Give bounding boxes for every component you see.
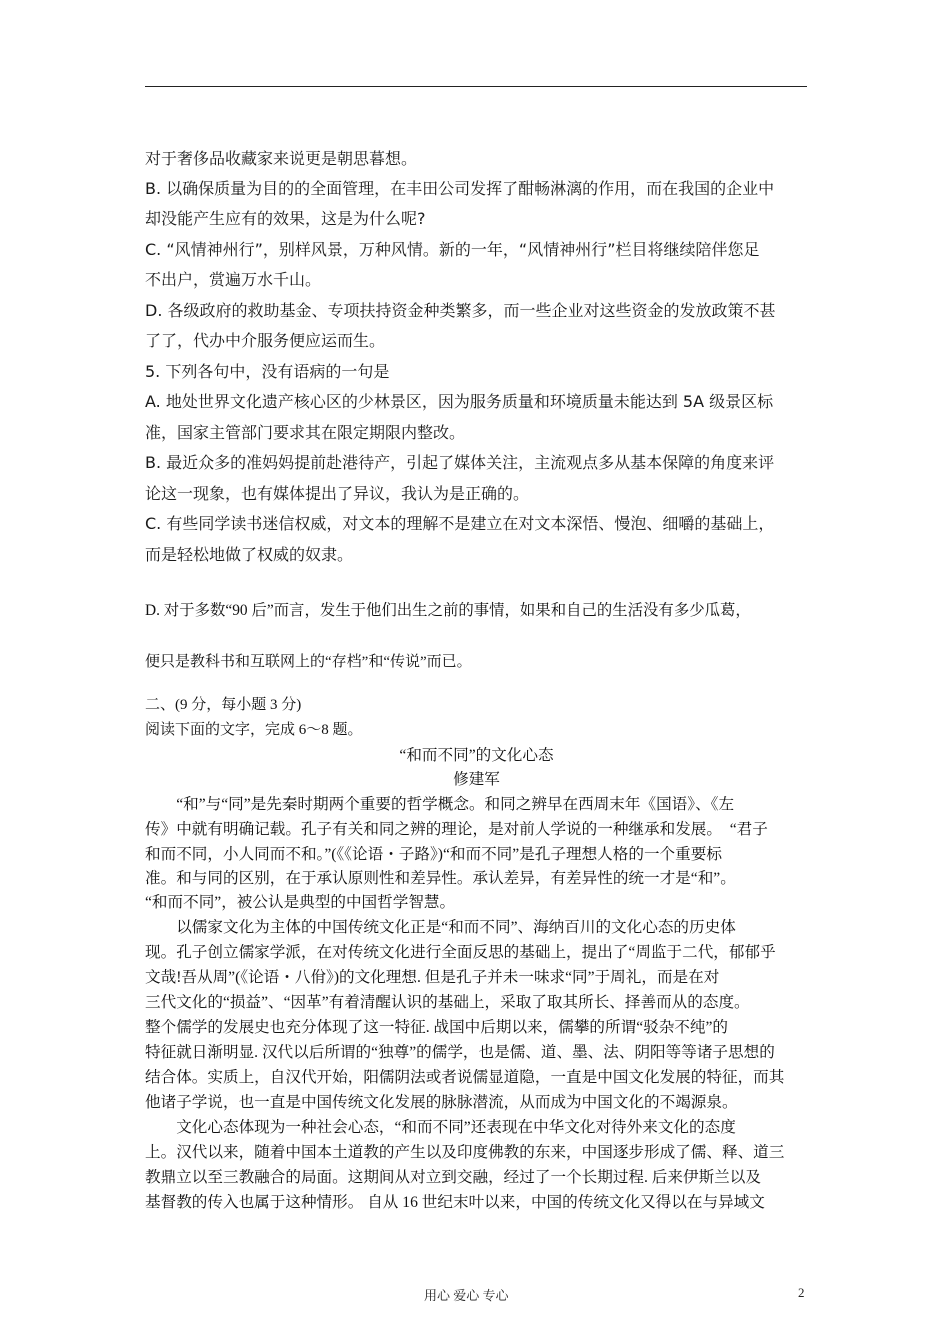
article-line: 准。和与同的区别，在于承认原则性和差异性。承认差异，有差异性的统一才是“和”。 [145, 870, 736, 887]
article-line: “和而不同”，被公认是典型的中国哲学智慧。 [145, 894, 456, 911]
article-line: 文化心态体现为一种社会心态，“和而不同”还表现在中华文化对待外来文化的态度 [145, 1119, 736, 1136]
article-line: 文哉!吾从周”(《论语・八佾》)的文化理想. 但是孔子并未一味求“同”于周礼，而是在对 [145, 969, 720, 986]
scan-line: D. 各级政府的救助基金、专项扶持资金种类繁多，而一些企业对这些资金的发放政策不甚 [145, 301, 776, 320]
scan-line: A. 地处世界文化遗产核心区的少林景区，因为服务质量和环境质量未能达到 5A 级景区标 [145, 392, 774, 411]
page-footer: 用心 爱心 专心 [424, 1288, 509, 1303]
article-title: “和而不同”的文化心态 [399, 747, 554, 764]
scan-line: 而是轻松地做了权威的奴隶。 [145, 545, 354, 564]
scan-line: 对于奢侈品收藏家来说更是朝思暮想。 [145, 149, 418, 168]
article-line: 基督教的传入也属于这种情形。 自从 16 世纪末叶以来，中国的传统文化又得以在与异域文 [145, 1194, 765, 1211]
article-line: 教鼎立以至三教融合的局面。这期间从对立到交融，经过了一个长期过程. 后来伊斯兰以及 [145, 1169, 761, 1186]
page-number: 2 [798, 1285, 805, 1300]
article-line: 现。孔子创立儒家学派，在对传统文化进行全面反思的基础上，提出了“周监于二代，郁郁乎 [145, 944, 776, 961]
article-line: 和而不同，小人同而不和。”(《《论语・子路》)“和而不同”是孔子理想人格的一个重要标 [145, 846, 722, 863]
article-line: 结合体。实质上，自汉代开始，阳儒阴法或者说儒显道隐，一直是中国文化发展的特征，而其 [145, 1069, 785, 1086]
section-heading: 二、(9 分，每小题 3 分) [145, 697, 302, 713]
scan-line: B. 最近众多的准妈妈提前赴港待产，引起了媒体关注，主流观点多从基本保障的角度来评 [145, 453, 775, 472]
article-line: 特征就日渐明显. 汉代以后所谓的“独尊”的儒学，也是儒、道、墨、法、阴阳等等诸子思想的 [145, 1044, 775, 1061]
scan-line: 准，国家主管部门要求其在限定期限内整改。 [145, 423, 466, 442]
article-line: 三代文化的“损益”、“因革”有着清醒认识的基础上，采取了取其所长、择善而从的态度。 [145, 994, 750, 1011]
article-line: “和”与“同”是先秦时期两个重要的哲学概念。和同之辨早在西周末年《国语》、《左 [145, 796, 735, 813]
scan-line: 5. 下列各句中，没有语病的一句是 [145, 362, 390, 381]
article-line: 他诸子学说，也一直是中国传统文化发展的脉脉潜流，从而成为中国文化的不竭源泉。 [145, 1094, 738, 1111]
header-rule [145, 86, 807, 87]
option-d-line: D. 对于多数“90 后”而言，发生于他们出生之前的事情，如果和自己的生活没有多少瓜葛， [145, 602, 751, 619]
article-line: 上。汉代以来，随着中国本土道教的产生以及印度佛教的东来，中国逐步形成了儒、释、道三 [145, 1144, 785, 1161]
reading-instruction: 阅读下面的文字，完成 6～8 题。 [145, 722, 363, 738]
article-author: 修建军 [453, 771, 500, 788]
scan-line: 论这一现象，也有媒体提出了异议，我认为是正确的。 [145, 484, 530, 503]
article-line: 传》中就有明确记载。孔子有关和同之辨的理论，是对前人学说的一种继承和发展。 “君子 [145, 821, 768, 838]
scan-line: C. “风情神州行”，别样风景，万种风情。新的一年，“风情神州行”栏目将继续陪伴您足 [145, 240, 760, 259]
scan-line: 却没能产生应有的效果，这是为什么呢? [145, 209, 426, 228]
scan-line: B. 以确保质量为目的的全面管理，在丰田公司发挥了酣畅淋漓的作用，而在我国的企业中 [145, 179, 775, 198]
scan-line: C. 有些同学读书迷信权威，对文本的理解不是建立在对文本深悟、慢泡、细嚼的基础上， [145, 514, 775, 533]
article-line: 整个儒学的发展史也充分体现了这一特征. 战国中后期以来，儒攀的所谓“驳杂不纯”的 [145, 1019, 729, 1036]
option-d-line: 便只是教科书和互联网上的“存档”和“传说”而已。 [145, 654, 472, 670]
scan-line: 不出户，赏遍万水千山。 [145, 270, 322, 289]
scan-line: 了了，代办中介服务便应运而生。 [145, 331, 386, 350]
article-line: 以儒家文化为主体的中国传统文化正是“和而不同”、海纳百川的文化心态的历史体 [145, 919, 736, 936]
